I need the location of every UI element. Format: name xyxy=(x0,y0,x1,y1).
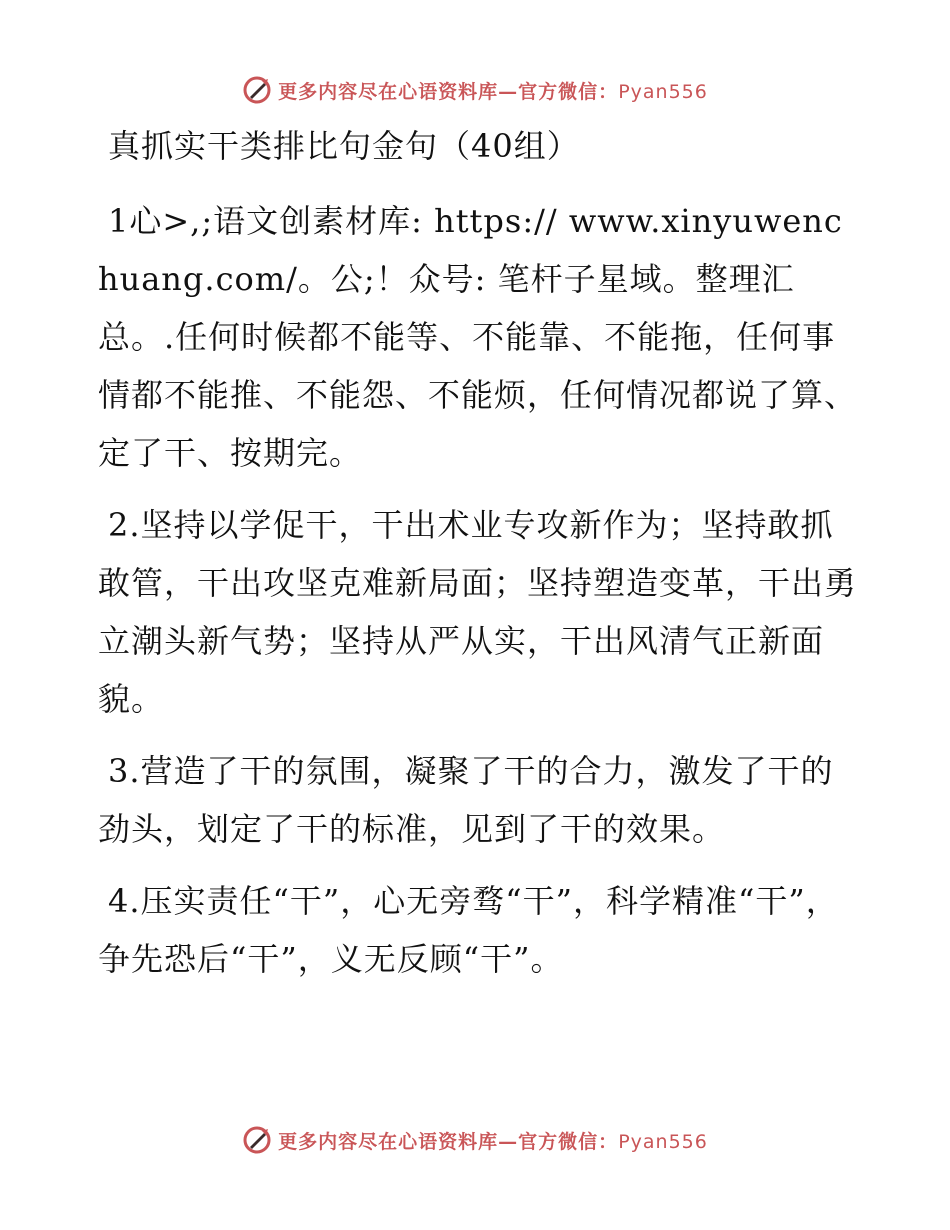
banner-dash: — xyxy=(498,1130,519,1153)
paragraph-2: 2.坚持以学促干，干出术业专攻新作为；坚持敢抓敢管，干出攻坚克难新局面；坚持塑造变革，干出勇立潮头新气势；坚持从严从实，干出风清气正新面貌。 xyxy=(98,506,858,718)
footer-watermark-banner xyxy=(0,1120,950,1160)
paragraph-4: 4.压实责任“干”，心无旁骛“干”，科学精准“干”，争先恐后“干”，义无反顾“干”。 xyxy=(98,882,839,978)
banner-wechat-label: 官方微信： xyxy=(518,1130,619,1153)
document-body xyxy=(98,124,858,1002)
banner-wechat-id: Pyan556 xyxy=(618,1130,708,1153)
banner-wechat-label: 官方微信： xyxy=(518,80,619,103)
quill-pen-logo-icon xyxy=(242,75,272,105)
banner-wechat-id: Pyan556 xyxy=(618,80,708,103)
paragraph-3: 3.营造了干的氛围，凝聚了干的合力，激发了干的劲头，划定了干的标准，见到了干的效果。 xyxy=(98,752,834,848)
banner-main-text: 更多内容尽在心语资料库 xyxy=(278,80,499,103)
banner-main-text: 更多内容尽在心语资料库 xyxy=(278,1130,499,1153)
header-watermark-banner xyxy=(0,70,950,110)
banner-dash: — xyxy=(498,80,519,103)
paragraph-1: 1心>,;语文创素材库: https:// www.xinyuwenchuang.com/。公;！众号: 笔杆子星域。整理汇总。.任何时候都不能等、不能靠、不能拖，任何事情都不能推、不能怨、不能烦，任何情况都说了算、定了干、按期完。 xyxy=(98,202,858,472)
document-title: 真抓实干类排比句金句（40组） xyxy=(108,127,580,165)
quill-pen-logo-icon xyxy=(242,1125,272,1155)
